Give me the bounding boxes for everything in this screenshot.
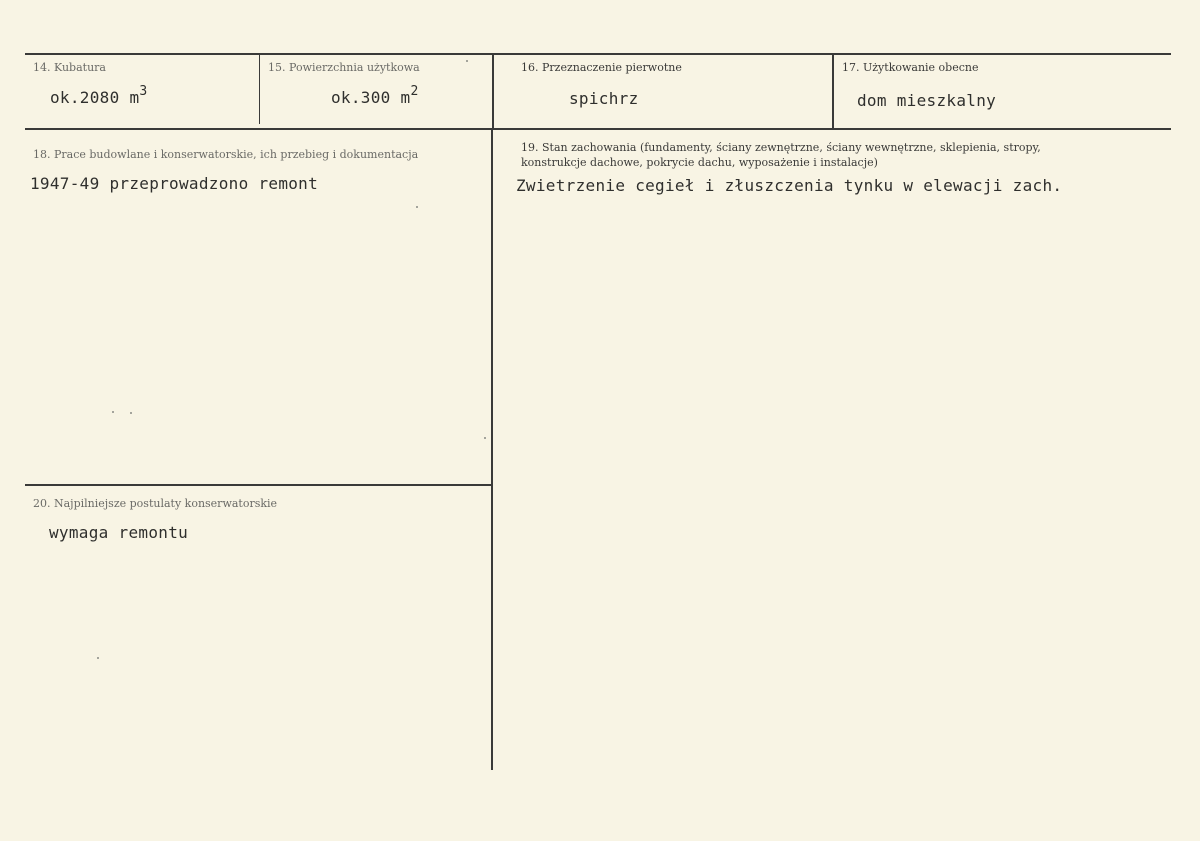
field-19-label-line-2: konstrukcje dachowe, pokrycie dachu, wyposażenie i instalacje) bbox=[521, 156, 878, 169]
field-15-unit-exponent: 2 bbox=[410, 84, 419, 99]
field-20-label: 20. Najpilniejsze postulaty konserwatorskie bbox=[33, 497, 278, 510]
paper-speck bbox=[416, 206, 418, 208]
paper-speck bbox=[484, 437, 486, 439]
col-divider-14-15 bbox=[259, 54, 260, 124]
row-divider-18-20 bbox=[25, 484, 491, 486]
field-19-value: Zwietrzenie cegieł i złuszczenia tynku w elewacji zach. bbox=[516, 176, 1063, 195]
field-15-label: 15. Powierzchnia użytkowa bbox=[268, 61, 420, 74]
col-divider-16-17 bbox=[832, 54, 834, 128]
field-16-label: 16. Przeznaczenie pierwotne bbox=[521, 61, 682, 74]
field-14-value bbox=[50, 84, 148, 107]
field-18-label: 18. Prace budowlane i konserwatorskie, ich przebieg i dokumentacja bbox=[33, 148, 419, 161]
top-rule bbox=[25, 53, 1171, 55]
field-14-unit-exponent: 3 bbox=[139, 84, 148, 99]
field-14-value-text: ok.2080 m bbox=[50, 88, 140, 107]
field-20-value: wymaga remontu bbox=[49, 523, 189, 542]
paper-speck bbox=[130, 412, 132, 414]
paper-speck bbox=[112, 411, 114, 413]
paper-speck bbox=[466, 60, 468, 62]
col-divider-15-16 bbox=[492, 54, 494, 128]
field-17-label: 17. Użytkowanie obecne bbox=[842, 61, 979, 74]
field-15-value-text: ok.300 m bbox=[331, 88, 411, 107]
field-15-value bbox=[331, 84, 419, 107]
field-16-value: spichrz bbox=[569, 89, 639, 108]
field-14-label: 14. Kubatura bbox=[33, 61, 106, 74]
row-divider-1 bbox=[25, 128, 1171, 130]
main-vertical-divider bbox=[491, 129, 493, 770]
paper-speck bbox=[97, 657, 99, 659]
field-19-label-line-1: 19. Stan zachowania (fundamenty, ściany zewnętrzne, ściany wewnętrzne, sklepienia, stropy, bbox=[521, 141, 1041, 154]
field-17-value: dom mieszkalny bbox=[857, 91, 997, 110]
field-18-value: 1947-49 przeprowadzono remont bbox=[30, 174, 319, 193]
